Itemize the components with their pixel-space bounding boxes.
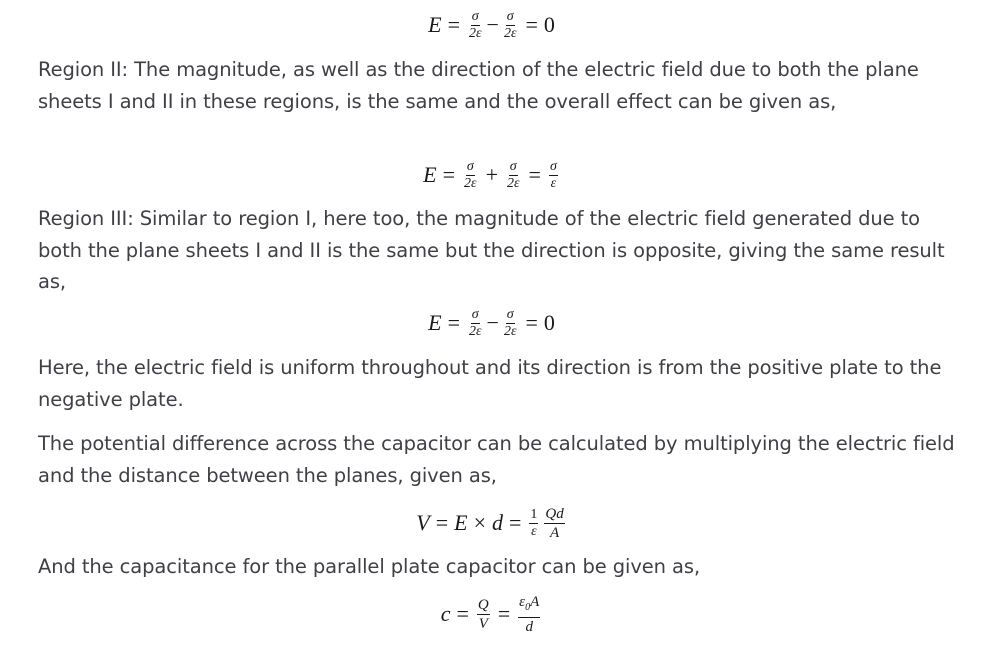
fraction <box>529 508 538 539</box>
eq-symbol: E <box>423 162 437 187</box>
paragraph-potential-difference: The potential difference across the capacitor can be calculated by multiplying the electric field and the distance between the planes, given as, <box>38 432 955 487</box>
fraction-denominator: 2ε <box>464 175 477 191</box>
fraction-numerator: Q <box>477 596 489 613</box>
equation-region2 <box>0 158 983 192</box>
fraction-numerator: Qd <box>545 505 564 522</box>
paragraph-uniform-field: Here, the electric field is uniform throughout and its direction is from the positive plate to the negative plate. <box>38 356 942 411</box>
fraction-numerator: σ <box>506 306 514 322</box>
eq-operator: × <box>473 510 486 535</box>
equation-potential <box>0 504 983 542</box>
fraction <box>503 308 518 339</box>
fraction-denominator: A <box>549 524 560 541</box>
fraction-denominator: 2ε <box>468 323 482 339</box>
eq-operator: = <box>528 162 541 187</box>
eq-operator: = <box>497 601 511 626</box>
fraction-denominator: ε <box>550 175 557 191</box>
fraction-denominator: 2ε <box>503 25 517 41</box>
fraction-denominator: 2ε <box>506 175 520 191</box>
eq-operator: − <box>486 12 499 37</box>
eq-symbol: d <box>491 510 503 535</box>
eq-operator: = <box>525 310 538 335</box>
eq-operator: = <box>442 162 456 187</box>
eq-operator: = <box>447 12 460 37</box>
fraction-denominator: 2ε <box>503 323 517 339</box>
fraction <box>518 594 540 635</box>
eq-symbol: c <box>440 601 451 626</box>
equation-region1 <box>0 8 983 42</box>
fraction-numerator: σ <box>466 158 474 174</box>
eq-symbol: E <box>428 12 442 37</box>
fraction-denominator: ε <box>531 523 537 539</box>
fraction-denominator: V <box>478 615 488 632</box>
eq-operator: = <box>456 601 469 626</box>
eq-symbol: V <box>416 510 430 535</box>
fraction <box>477 597 490 632</box>
eq-operator: − <box>486 310 499 335</box>
fraction <box>468 10 483 41</box>
epsilon-symbol: ε <box>519 593 526 610</box>
paragraph-region3: Region III: Similar to region I, here too, the magnitude of the electric field generated due to both the plane sheets I and II is the same but the direction is opposite, giving the same result as, <box>38 207 945 293</box>
fraction-numerator: σ <box>509 158 517 174</box>
fraction-denominator: 2ε <box>468 25 482 41</box>
fraction <box>544 506 564 541</box>
eq-operator: = <box>508 510 522 535</box>
eq-operator: = <box>447 310 460 335</box>
eq-symbol: E <box>454 510 468 535</box>
fraction-numerator: σ <box>506 8 514 24</box>
fraction <box>463 160 478 191</box>
paragraph-capacitance: And the capacitance for the parallel plate capacitor can be given as, <box>38 555 701 578</box>
fraction-numerator: σ <box>549 158 557 174</box>
fraction-numerator <box>518 594 540 618</box>
fraction <box>468 308 483 339</box>
fraction-numerator: 1 <box>530 506 538 522</box>
paragraph-region2: Region II: The magnitude, as well as the direction of the electric field due to both the plane sheets I and II in these regions, is the same and the overall effect can be given as, <box>38 58 919 113</box>
equation-capacitance <box>0 594 983 634</box>
eq-operator: + <box>485 162 498 187</box>
eq-operator: = <box>525 12 538 37</box>
fraction <box>506 160 521 191</box>
fraction-numerator: σ <box>471 8 479 24</box>
fraction-denominator: d <box>525 618 533 635</box>
fraction <box>503 10 518 41</box>
fraction <box>549 160 558 191</box>
subscript: 0 <box>525 601 531 613</box>
eq-symbol: E <box>428 310 442 335</box>
eq-value: 0 <box>543 310 555 335</box>
eq-symbol: A <box>530 593 540 610</box>
fraction-numerator: σ <box>471 306 479 322</box>
equation-region3 <box>0 306 983 340</box>
eq-value: 0 <box>543 12 555 37</box>
eq-operator: = <box>435 510 449 535</box>
